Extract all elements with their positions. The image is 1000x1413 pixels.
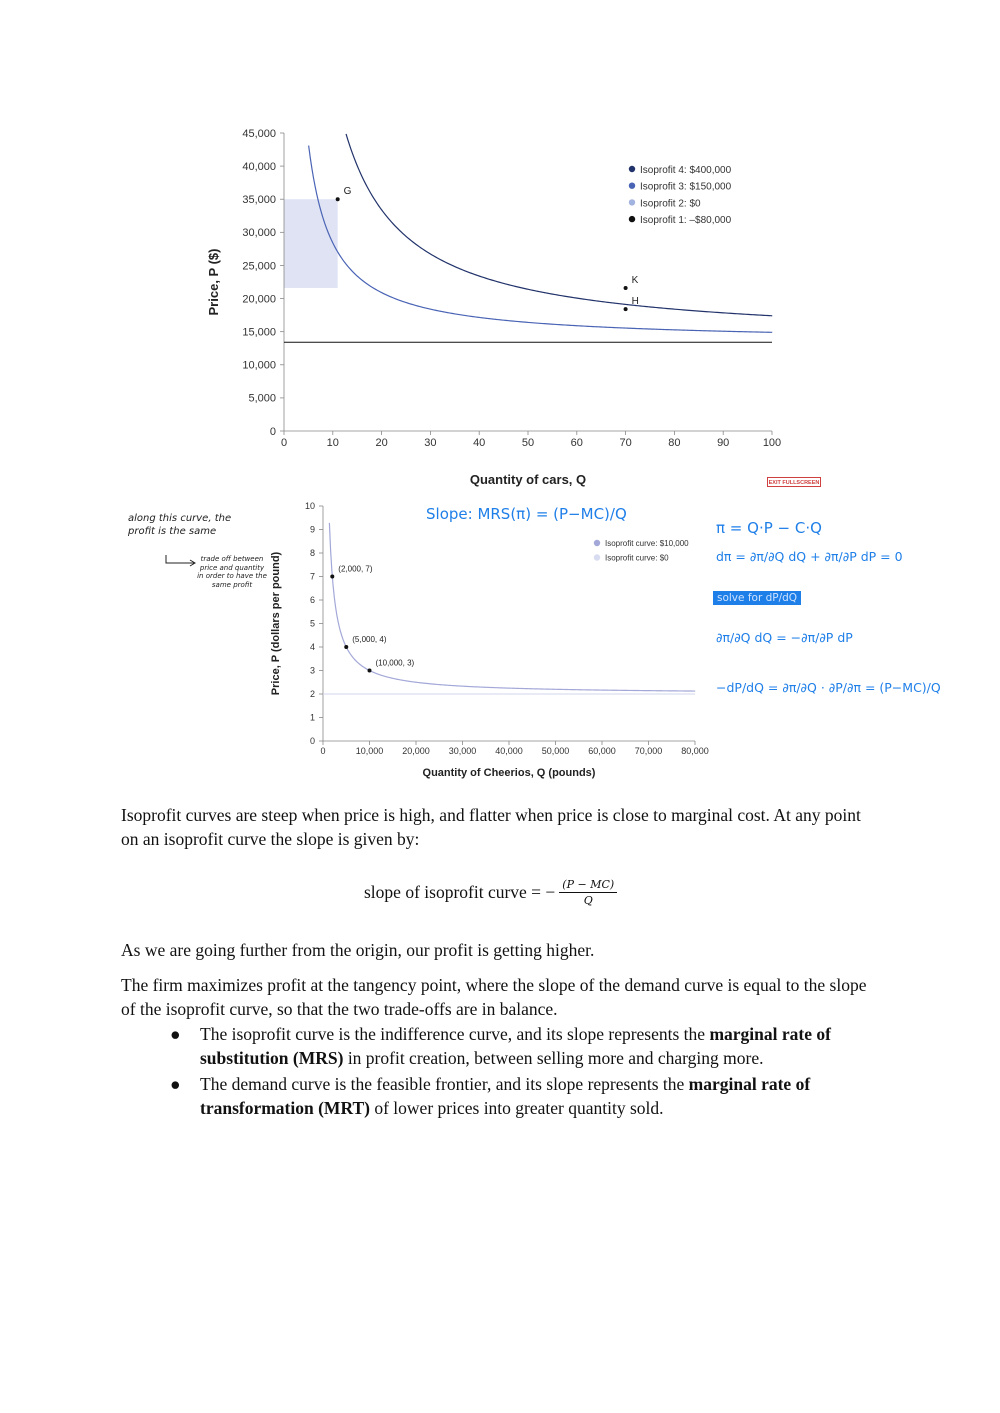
paragraph-3: The firm maximizes profit at the tangency point, where the slope of the demand curve is equal to the slope of the isoprofit curve, so that the two trade-offs are in balance.: [121, 975, 867, 1019]
legend-label: Isoprofit 3: $150,000: [640, 181, 732, 193]
legend-label: Isoprofit 4: $400,000: [640, 164, 732, 176]
y-tick-label: 1: [309, 712, 315, 723]
x-tick-label: 70: [619, 437, 632, 449]
x-tick-label: 80: [668, 437, 681, 449]
point-label: H: [631, 296, 639, 308]
solve-highlight: solve for dP/dQ: [713, 591, 801, 605]
x-tick-label: 50,000: [541, 746, 570, 756]
y-tick-label: 5: [309, 618, 315, 629]
slope-formula: [364, 878, 617, 907]
x-tick-label: 30: [424, 437, 437, 449]
x-tick-label: 0: [320, 746, 326, 756]
x-tick-label: 50: [521, 437, 535, 449]
y-tick-label: 2: [309, 689, 315, 700]
cheerios-isoprofit-chart: [270, 495, 740, 790]
legend-label: Isoprofit 1: –$80,000: [640, 214, 732, 226]
bullet-icon: ●: [170, 1074, 181, 1094]
bullet-icon: ●: [170, 1024, 181, 1044]
y-tick-label: 7: [309, 571, 315, 582]
y-tick-label: 25,000: [242, 260, 276, 273]
curve-note: along this curve, the profit is the same: [128, 513, 232, 537]
y-tick-label: 45,000: [242, 127, 276, 140]
y-tick-label: 20,000: [242, 293, 276, 306]
bullet-list: [121, 1022, 881, 1122]
x-tick-label: 20,000: [402, 746, 430, 756]
y-tick-label: 6: [309, 595, 315, 606]
formula-numerator: (P − MC): [559, 878, 617, 893]
legend-marker: [594, 540, 600, 546]
y-axis-label: Price, P (dollars per pound): [270, 551, 282, 696]
x-tick-label: 10: [326, 437, 339, 449]
y-tick-label: 10: [304, 501, 315, 512]
point-label: (10,000, 3): [375, 658, 415, 668]
x-tick-label: 70,000: [634, 746, 663, 756]
data-point: [624, 286, 628, 290]
x-tick-label: 40,000: [495, 746, 523, 756]
y-tick-label: 35,000: [242, 194, 276, 207]
point-label: K: [631, 274, 639, 286]
y-tick-label: 3: [309, 665, 315, 676]
x-tick-label: 0: [280, 437, 288, 449]
x-tick-label: 80,000: [681, 746, 709, 756]
point-label: G: [343, 186, 352, 198]
paragraph-1: Isoprofit curves are steep when price is high, and flatter when price is close to marginal cost. At any point on an isoprofit curve the slope is given by:: [121, 805, 861, 849]
x-tick-label: 90: [717, 437, 730, 449]
legend-label: Isoprofit 2: $0: [640, 198, 701, 210]
point-label: (2,000, 7): [338, 564, 373, 574]
formula-denominator: Q: [583, 894, 593, 907]
x-axis-label: Quantity of cars, Q: [469, 472, 587, 487]
paragraph-2: As we are going further from the origin, our profit is getting higher.: [121, 940, 595, 960]
x-tick-label: 60: [570, 437, 583, 449]
x-tick-label: 60,000: [588, 746, 616, 756]
legend-marker: [594, 554, 600, 560]
tradeoff-note: trade off between price and quantity in order to have the same profit: [197, 555, 267, 589]
y-tick-label: 9: [309, 524, 315, 535]
x-tick-label: 40: [473, 437, 486, 449]
slope-note: Slope: MRS(π) = (P−MC)/Q: [426, 505, 627, 523]
legend-marker: [629, 183, 635, 189]
legend-marker: [629, 216, 635, 222]
legend-label: Isoprofit curve: $10,000: [605, 539, 689, 549]
y-tick-label: 0: [269, 425, 276, 438]
data-point: [336, 197, 340, 201]
shaded-region: [284, 199, 338, 288]
bullet-item: ● The demand curve is the feasible frontier, and its slope represents the marginal rate of transformation (MRT) of lower prices into greater quantity sold.: [170, 1074, 811, 1118]
rearranged-equation: ∂π/∂Q dQ = −∂π/∂P dP: [716, 630, 853, 645]
slope-derivation: −dP/dQ = ∂π/∂Q · ∂P/∂π = (P−MC)/Q: [716, 680, 941, 695]
point-label: (5,000, 4): [352, 635, 387, 644]
y-tick-label: 0: [309, 736, 315, 747]
bold-term: marginal rate of substitution (MRS): [200, 1024, 831, 1068]
total-differential: dπ = ∂π/∂Q dQ + ∂π/∂P dP = 0: [716, 549, 903, 564]
note-arrow: [160, 555, 200, 567]
x-axis-label: Quantity of Cheerios, Q (pounds): [422, 767, 596, 779]
data-point: [368, 669, 372, 673]
y-axis-label: Price, P ($): [206, 248, 221, 316]
legend-marker: [629, 199, 635, 205]
legend-label: Isoprofit curve: $0: [605, 553, 669, 563]
y-tick-label: 5,000: [248, 392, 276, 405]
y-tick-label: 40,000: [242, 160, 276, 173]
x-tick-label: 100: [762, 437, 782, 449]
y-tick-label: 15,000: [242, 326, 276, 339]
formula-fraction: [559, 878, 617, 907]
profit-equation: π = Q·P − C·Q: [716, 519, 822, 537]
bold-term: marginal rate of transformation (MRT): [200, 1074, 811, 1118]
bullet-item: ● The isoprofit curve is the indifference curve, and its slope represents the marginal rate of substitution (MRS) in profit creation, between selling more and charging more.: [170, 1024, 831, 1068]
y-tick-label: 10,000: [242, 359, 276, 372]
x-tick-label: 30,000: [448, 746, 477, 756]
data-point: [344, 645, 348, 649]
y-tick-label: 4: [309, 642, 315, 653]
formula-lhs: slope of isoprofit curve = −: [364, 882, 556, 902]
y-tick-label: 30,000: [242, 227, 276, 240]
legend-marker: [629, 166, 635, 172]
data-point: [330, 575, 334, 579]
exit-fullscreen-button[interactable]: EXIT FULLSCREEN: [767, 477, 821, 487]
cars-isoprofit-chart: [200, 120, 800, 495]
data-point: [624, 307, 628, 311]
y-tick-label: 8: [309, 548, 315, 559]
x-tick-label: 10,000: [355, 746, 384, 756]
x-tick-label: 20: [375, 437, 388, 449]
